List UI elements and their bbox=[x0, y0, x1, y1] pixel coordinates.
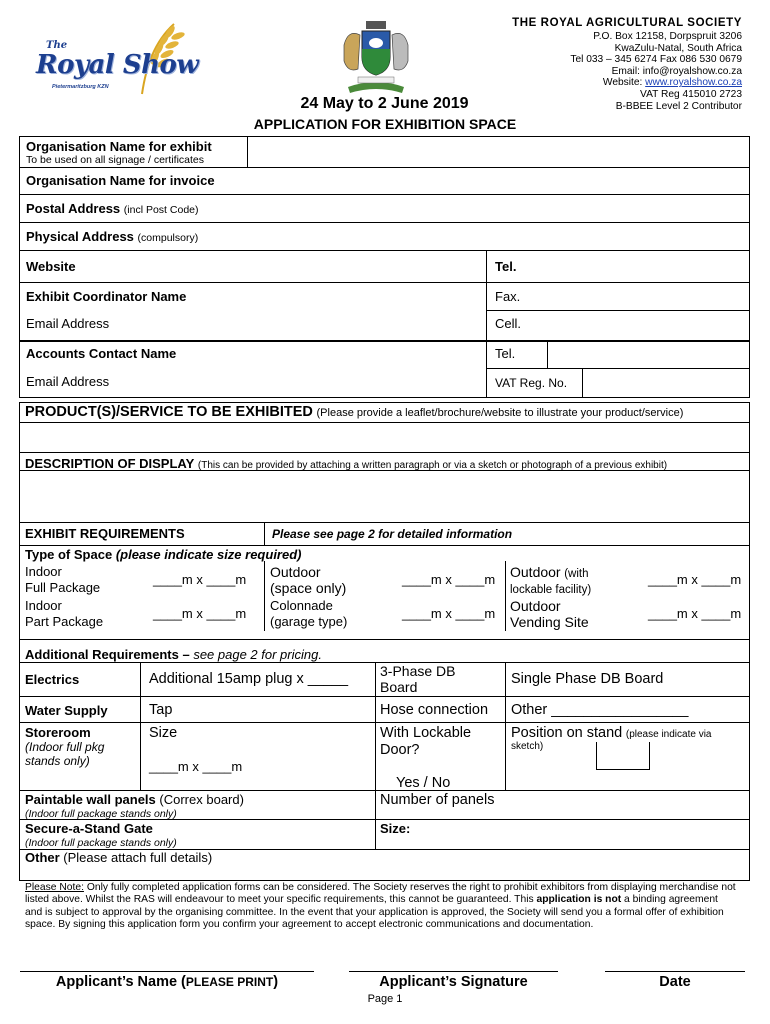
email-label: Email Address bbox=[26, 316, 110, 331]
position-sketch-box[interactable] bbox=[596, 742, 650, 770]
lockable-label: With Lockable Door? bbox=[380, 725, 472, 758]
org-name: THE ROYAL AGRICULTURAL SOCIETY bbox=[512, 17, 742, 29]
postal-address-field[interactable] bbox=[230, 196, 748, 221]
email2-field[interactable] bbox=[125, 369, 480, 396]
water-label: Water Supply bbox=[25, 703, 108, 718]
colonnade-size[interactable]: ____m x ____m bbox=[402, 606, 496, 621]
vending-label: Outdoor Vending Site bbox=[510, 598, 589, 630]
fax-field[interactable] bbox=[525, 283, 748, 309]
additional-title: Additional Requirements – see page 2 for pricing. bbox=[25, 647, 322, 662]
page-number: Page 1 bbox=[367, 993, 403, 1005]
outdoor-label: Outdoor (space only) bbox=[270, 564, 347, 596]
outdoor-lockable-label: Outdoor (with lockable facility) bbox=[510, 564, 592, 596]
org-address-1: P.O. Box 12158, Dorpspruit 3206 bbox=[593, 31, 742, 42]
paintable-note: (Indoor full package stands only) bbox=[25, 808, 177, 820]
org-vat: VAT Reg 415010 2723 bbox=[640, 88, 742, 100]
org-exhibit-field[interactable] bbox=[248, 138, 748, 165]
products-field[interactable] bbox=[21, 423, 748, 451]
three-phase-label: 3-Phase DB Board bbox=[380, 663, 456, 695]
org-address-2: KwaZulu-Natal, South Africa bbox=[614, 42, 742, 54]
vat-field[interactable] bbox=[584, 369, 748, 396]
requirements-see: Please see page 2 for detailed information bbox=[272, 527, 513, 541]
description-field[interactable] bbox=[21, 471, 748, 521]
vat-label: VAT Reg. No. bbox=[495, 376, 568, 390]
coordinator-label: Exhibit Coordinator Name bbox=[26, 289, 187, 304]
physical-address-label: Physical Address (compulsory) bbox=[26, 229, 199, 244]
fax-label: Fax. bbox=[495, 289, 521, 304]
applicant-name-label: Applicant’s Name (PLEASE PRINT) bbox=[55, 974, 279, 990]
single-phase-label[interactable]: Single Phase DB Board bbox=[511, 671, 664, 687]
paintable-label: Paintable wall panels (Correx board) bbox=[25, 792, 244, 807]
org-exhibit-sub: To be used on all signage / certificates bbox=[26, 154, 205, 166]
cell-label: Cell. bbox=[495, 316, 522, 331]
electrics-label: Electrics bbox=[25, 672, 80, 687]
website-field[interactable] bbox=[110, 252, 480, 281]
storeroom-size-label: Size bbox=[149, 725, 178, 741]
website-label: Website bbox=[26, 259, 76, 274]
email2-label: Email Address bbox=[26, 374, 110, 389]
event-dates: 24 May to 2 June 2019 bbox=[300, 95, 469, 112]
vending-size[interactable]: ____m x ____m bbox=[648, 606, 742, 621]
outdoor-size[interactable]: ____m x ____m bbox=[402, 572, 496, 587]
products-title: PRODUCT(S)/SERVICE TO BE EXHIBITED (Please provide a leaflet/brochure/website to illustrate your product/service) bbox=[25, 404, 684, 420]
storeroom-label: Storeroom bbox=[25, 725, 91, 740]
name-line[interactable] bbox=[20, 971, 314, 972]
date-label: Date bbox=[659, 974, 691, 990]
other-field[interactable] bbox=[240, 850, 748, 879]
website-label: Website: bbox=[602, 77, 646, 89]
tap-option[interactable]: Tap bbox=[149, 702, 173, 718]
org-bbbee: B-BBEE Level 2 Contributor bbox=[615, 100, 742, 112]
storeroom-size-field[interactable]: ____m x ____m bbox=[149, 759, 243, 774]
applicant-signature-label: Applicant’s Signature bbox=[379, 974, 528, 990]
indoor-full-label: Indoor Full Package bbox=[25, 564, 101, 595]
tel-label: Tel. bbox=[495, 259, 517, 274]
page-title: APPLICATION FOR EXHIBITION SPACE bbox=[253, 116, 517, 132]
org-website bbox=[570, 77, 742, 89]
position-label: Position on stand (please indicate via bbox=[511, 725, 712, 741]
coat-of-arms bbox=[336, 15, 416, 95]
storeroom-note: (Indoor full pkg stands only) bbox=[25, 740, 105, 768]
colonnade-label: Colonnade (garage type) bbox=[270, 598, 348, 629]
description-title: DESCRIPTION OF DISPLAY (This can be provided by attaching a written paragraph or via a sketch or photograph of a previous exhibit) bbox=[25, 456, 668, 471]
physical-address-field[interactable] bbox=[230, 224, 748, 249]
other-label: Other (Please attach full details) bbox=[25, 850, 213, 865]
type-of-space: Type of Space (please indicate size required) bbox=[25, 547, 302, 562]
outdoor-lockable-size[interactable]: ____m x ____m bbox=[648, 572, 742, 587]
accounts-field[interactable] bbox=[195, 340, 480, 368]
please-note: Please Note: Only fully completed application forms can be considered. The Society reserves the right to prohibit exhibitors from displaying merchandise not listed above. Whilst the RAS will endeavour to meet your specific requirements, this cannot be guaranteed. This application is not a binding agreement and is subject to approval by the organising committee. In the event that your application is approved, the Society will send you a formal offer of exhibition space. By signing this application form you confirm your agreement to accept electronic communications and documentation. bbox=[25, 882, 736, 931]
requirements-title: EXHIBIT REQUIREMENTS bbox=[25, 526, 185, 541]
website-link[interactable]: www.royalshow.co.za bbox=[645, 77, 742, 89]
email-field[interactable] bbox=[125, 311, 480, 337]
position-note-2: sketch) bbox=[511, 741, 544, 752]
org-email: Email: info@royalshow.co.za bbox=[611, 65, 742, 77]
secure-label: Secure-a-Stand Gate bbox=[25, 821, 153, 836]
org-invoice-label: Organisation Name for invoice bbox=[26, 173, 215, 188]
secure-size-label: Size: bbox=[380, 821, 411, 836]
secure-note: (Indoor full package stands only) bbox=[25, 837, 177, 849]
logo-the: The bbox=[46, 40, 68, 51]
date-line[interactable] bbox=[605, 971, 745, 972]
org-phone: Tel 033 – 345 6274 Fax 086 530 0679 bbox=[570, 54, 742, 66]
logo-royal-show: Royal Show bbox=[36, 50, 199, 80]
panels-field[interactable]: Number of panels bbox=[380, 792, 495, 808]
indoor-full-size[interactable]: ____m x ____m bbox=[153, 572, 247, 587]
accounts-label: Accounts Contact Name bbox=[26, 346, 177, 361]
indoor-part-size[interactable]: ____m x ____m bbox=[153, 606, 247, 621]
hose-option[interactable]: Hose connection bbox=[380, 702, 489, 718]
tel-field[interactable] bbox=[525, 252, 748, 281]
logo-subtext: Pietermaritzburg KZN bbox=[52, 84, 109, 90]
coordinator-field[interactable] bbox=[210, 283, 480, 309]
org-invoice-field[interactable] bbox=[250, 168, 748, 192]
cell-field[interactable] bbox=[530, 311, 748, 337]
indoor-part-label: Indoor Part Package bbox=[25, 598, 104, 629]
other-water-field[interactable]: Other _________________ bbox=[511, 702, 689, 718]
postal-address-label: Postal Address (incl Post Code) bbox=[26, 201, 199, 216]
tel2-label: Tel. bbox=[495, 346, 516, 361]
yes-no-option[interactable]: Yes / No bbox=[396, 775, 451, 791]
tel2-field[interactable] bbox=[525, 340, 545, 368]
signature-line[interactable] bbox=[349, 971, 558, 972]
org-exhibit-label: Organisation Name for exhibit bbox=[26, 139, 212, 154]
plug-field[interactable]: Additional 15amp plug x _____ bbox=[149, 671, 349, 687]
